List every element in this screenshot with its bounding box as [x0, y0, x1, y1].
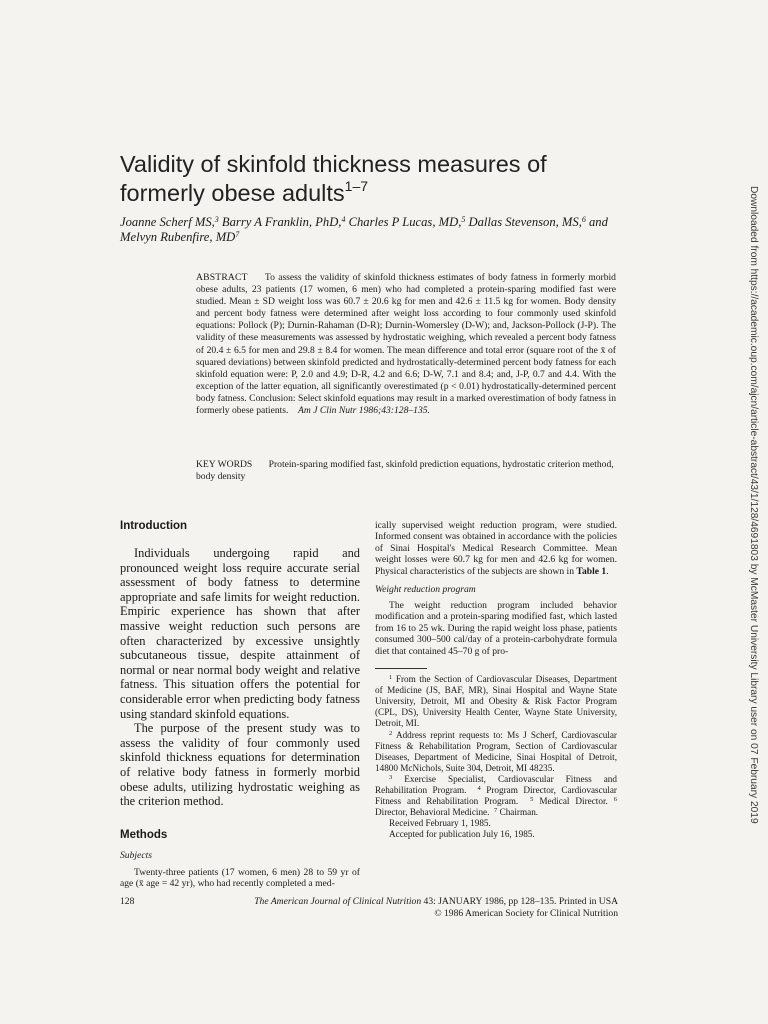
author-affiliation-sup: 7 [235, 230, 240, 239]
page-number: 128 [120, 896, 135, 907]
footnote [375, 774, 617, 818]
author-affiliation-sup: 4 [341, 215, 346, 224]
article-title [120, 150, 600, 208]
right-column [375, 520, 617, 840]
author-list [120, 215, 620, 245]
weight-reduction-paragraph: The weight reduction program included behavior modification and a protein-sparing modified fast, which lasted from 16 to 25 wk. During the rapid weight loss phase, patients consumed 300–500 cal/day of a protein-carbohydrate formula diet that contained 45–70 g of pro- [375, 600, 617, 657]
copyright-line: © 1986 American Society for Clinical Nutrition [434, 908, 618, 919]
title-superscript: 1–7 [344, 178, 369, 194]
footnote-marker: 2 [389, 729, 393, 737]
author-affiliation-sup: 5 [461, 215, 466, 224]
footnote-text: Address reprint requests to: Ms J Scherf, Cardiovascular Fitness & Rehabilitation Program, Section of Cardiovascular Diseases, Department of Medicine, Sinai Hospital of Detroit, 14800 McNichols, Suite 304, Detroit, MI 48235. [375, 729, 617, 773]
introduction-heading: Introduction [120, 520, 188, 532]
abstract-label: ABSTRACT [196, 272, 248, 283]
author-name: Dallas Stevenson, MS, [465, 215, 582, 229]
accepted-date: Accepted for publication July 16, 1985. [389, 829, 535, 840]
journal-name: The American Journal of Clinical Nutrition [254, 896, 422, 907]
footnote-marker: 4 [477, 785, 481, 792]
abstract-citation: Am J Clin Nutr 1986;43:128–135. [298, 405, 430, 417]
journal-info [254, 896, 618, 920]
footnote-text: Chairman. [499, 807, 539, 818]
keywords-text: Protein-sparing modified fast, skinfold prediction equations, hydrostatic criterion method, body density [196, 459, 614, 483]
footnote-text: From the Section of Cardiovascular Diseases, Department of Medicine (JS, BAF, MR), Sinai Hospital and Wayne State University, Detroit, MI and Obesity & Risk Factor Program (CPL, DS), University Health Center, Wayne State University, Detroit, MI. [375, 674, 617, 729]
author-name: Barry A Franklin, PhD, [218, 215, 342, 229]
footnote-marker: 7 [494, 807, 498, 815]
journal-line [254, 896, 618, 908]
abstract-text: To assess the validity of skinfold thickness estimates of body fatness in formerly morbid obese adults, 23 patients (17 women, 6 men) who had completed a protein-sparing modified fast were studied. Mean ± SD weight loss was 60.7 ± 20.6 kg for men and 42.6 ± 11.5 kg for women. Body density and percent body fatness were determined after weight loss according to four commonly used skinfold equations: Pollock (P); Durnin-Rahaman (D-R); Durnin-Womersley (D-W); and, Jackson-Pollock (J-P). The validity of these measurements was assessed by hydrostatic weighing, which revealed a percent body fatness of 20.4 ± 6.5 for men and 29.8 ± 8.4 for women. The mean difference and total error (square root of the x̄ of squared deviations) between skinfold predicted and hydrostatically-determined percent body fatness for each skinfold equation were: P, 2.0 and 4.9; D-R, 4.2 and 6.6; D-W, 7.1 and 8.4; and, J-P, 0.7 and 4.4. With the exception of the latter equation, all significantly overestimated (p < 0.01) hydrostatically-determined percent body fatness. Conclusion: Select skinfold equations may result in a marked overestimation of body fatness in formerly obese patients. [196, 272, 616, 417]
footnote-marker: 5 [530, 796, 534, 804]
abstract [196, 272, 616, 417]
subjects-subheading: Subjects [120, 849, 152, 861]
methods-continued-text: ically supervised weight reduction program, were studied. Informed consent was obtained in accordance with the policies of Sinai Hospital's Medical Research Committee. Mean weight losses were 60.7 kg for men and 42.6 kg for women. Physical characteristics of the subjects are shown in [375, 520, 617, 577]
weight-reduction-subheading: Weight reduction program [375, 584, 476, 596]
footnote-text: Medical Director. [539, 796, 608, 807]
footnote-text: Exercise Specialist, Cardiovascular Fitness and Rehabilitation Program. [375, 773, 617, 795]
footnote [375, 674, 617, 729]
keywords [196, 459, 616, 483]
received-date: Received February 1, 1985. [389, 818, 491, 829]
introduction-paragraph: The purpose of the present study was to assess the validity of four commonly used skinfold thickness equations for determination of relative body fatness in formerly morbid obese adults, utilizing hydrostatic weighing as the criterion method. [120, 721, 360, 809]
author-name: Charles P Lucas, MD, [345, 215, 462, 229]
footnote-marker: 3 [389, 773, 393, 781]
download-watermark: Downloaded from https://academic.oup.com/ajcn/article-abstract/43/1/128/4691803 by McMaster University Library user on 07 February 2019 [748, 186, 759, 824]
author-affiliation-sup: 3 [214, 215, 219, 224]
footnote-marker: 1 [389, 674, 393, 682]
table-reference: Table 1 [576, 565, 607, 577]
footnote-text: Program Director, Cardiovascular Fitness and Rehabilitation Program. [375, 785, 617, 807]
methods-continued-end: . [606, 565, 609, 577]
footnote-text: Director, Behavioral Medicine. [375, 807, 490, 818]
article-title-text: Validity of skinfold thickness measures of formerly obese adults [120, 151, 547, 206]
author-name: Joanne Scherf MS, [120, 215, 215, 229]
methods-heading: Methods [120, 828, 168, 841]
left-column [120, 520, 360, 890]
author-name: and Melvyn Rubenfire, MD [120, 215, 608, 244]
methods-paragraph: Twenty-three patients (17 women, 6 men) 28 to 59 yr of age (x̄ age = 42 yr), who had recently completed a med- [120, 866, 360, 890]
methods-paragraph-continued [375, 520, 617, 577]
journal-issue: 43: JANUARY 1986, pp 128–135. Printed in USA [423, 896, 618, 907]
footnote [375, 730, 617, 774]
author-affiliation-sup: 6 [581, 215, 586, 224]
keywords-label: KEY WORDS [196, 459, 253, 470]
footnote-marker: 6 [613, 796, 618, 804]
introduction-paragraph: Individuals undergoing rapid and pronounced weight loss require accurate serial assessment of body fatness to determine appropriate and safe limits for weight reduction. Empiric experience has shown that after massive weight reduction such persons are often characterized by excessive unsightly subcutaneous tissue, despite attainment of normal or near normal body weight and relative fatness. This situation offers the potential for considerable error when predicting body fatness using standard skinfold equations. [120, 546, 360, 721]
